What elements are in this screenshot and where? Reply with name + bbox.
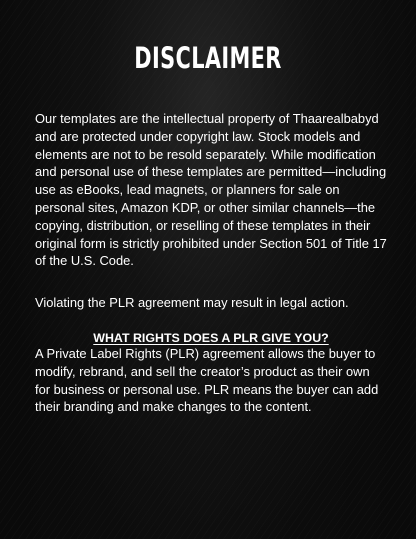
page-title: DISCLAIMER [134, 41, 282, 75]
plr-explanation-paragraph: A Private Label Rights (PLR) agreement allows the buyer to modify, rebrand, and sell the creator’s product as their own for business or personal use. PLR means the buyer can add their branding and make changes to the content. [35, 346, 379, 415]
legal-warning-paragraph: Violating the PLR agreement may result in legal action. [35, 295, 349, 310]
plr-rights-heading: WHAT RIGHTS DOES A PLR GIVE YOU? [93, 331, 329, 345]
copyright-paragraph: Our templates are the intellectual property of Thaarealbabyd and are protected under copyright law. Stock models and elements are not to be resold separately. While modification and personal use of these templates are permitted—including use as eBooks, lead magnets, or planners for sale on personal sites, Amazon KDP, or other similar channels—the copying, distribution, or reselling of these templates in their original form is strictly prohibited under Section 501 of Title 17 of the U.S. Code. [35, 111, 387, 269]
